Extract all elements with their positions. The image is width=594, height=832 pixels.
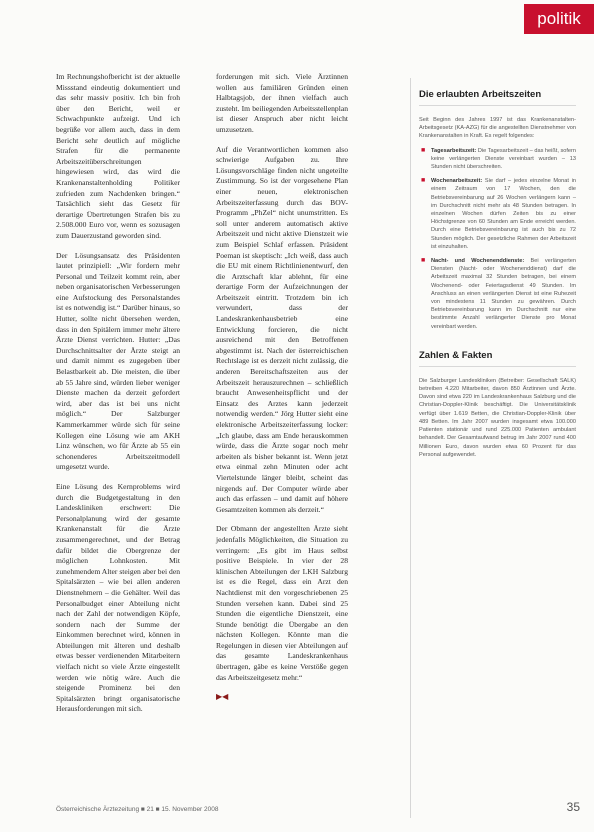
- page-number: 35: [566, 800, 580, 814]
- section-tag: politik: [524, 4, 594, 34]
- rules-list: [419, 147, 576, 331]
- bullet-icon: ■: [421, 257, 426, 265]
- item-label: Tagesarbeitszeit:: [431, 147, 477, 154]
- bullet-icon: ■: [421, 146, 426, 154]
- article-column-2: [216, 72, 348, 703]
- item-label: Wochenarbeitszeit:: [431, 178, 483, 185]
- list-item: [419, 257, 576, 331]
- item-text: Sie darf – jedes einzelne Monat in einem Zeitraum von 17 Wochen, den die Betriebsvereinbarung auf 26 Wochen verlängern kann – im Durchschnitt nicht mehr als 48 Stunden betragen. In einzelnen Wochen dürfen Zeiten bis zu einer Höchstgrenze von 60 Stunden am Ende erreicht werden. Durch eine Betriebsvereinbarung ist auch bis zu 72 Stunden möglich. Der gesetzliche Rahmen der Arbeitszeit ist einzuhalten.: [431, 178, 576, 250]
- paragraph: forderungen mit sich. Viele Ärztinnen wollen aus familiären Gründen einen Halbtagsjob, der ihnen vielfach auch zusteht. Im beiliegenden Arbeitsstellenplan ist dieser Anspruch aber nicht leicht umzusetzen.: [216, 72, 348, 134]
- paragraph: Eine Lösung des Kernproblems wird durch die Budgetgestaltung in den Landeskliniken erschwert: Die Personalplanung wird der gesamte Krankenanstalt für die Ärzte zusammengerechnet, und der Betrag dafür bildet die Obergrenze der möglichen Lohnkosten. Mit zunehmendem Alter steigen aber bei den Spitalsärzten – wie bei allen anderen Dienstnehmern – die Gehälter. Weil das Personalbudget einer Abteilung nicht nach der Zahl der notwendigen Köpfe, sondern nach der Summe der Einkommen berechnet wird, können in Abteilungen mit älteren und deshalb etwas besser verdienenden Mitarbeitern vielfach nicht so viele Ärzte eingestellt werden wie nötig wäre. Auch die steigende Prominenz bei den Spitalsärzten bringt organisatorische Herausforderungen mit sich.: [56, 481, 180, 714]
- article-column-1: [56, 72, 180, 724]
- sidebar-intro: Seit Beginn des Jahres 1997 ist das Krankenanstalten-Arbeitsgesetz (KA-AZG) für die angestellten Dienstnehmer von Krankenanstalten in Kraft. Es regelt folgendes:: [419, 117, 576, 140]
- item-text: Die Tagesarbeitszeit – das heißt, sofern keine verlängerten Dienste vereinbart wurden – 13 Stunden nicht überschreiten.: [431, 147, 577, 171]
- facts-text: Die Salzburger Landeskliniken (Betreiber: Gesellschaft SALK) betreiben 4.220 Mitarbeiter, davon 850 Ärztinnen und Ärzte. Davon sind etwa 220 im Landeskrankenhaus Salzburg und die Christian-Doppler-Klinik beschäftigt. Die Universitätsklinik verfügt über 1.619 Betten, die Christian-Doppler-Klinik über 489 Betten. Im Jahr 2007 wurden insgesamt etwa 100.000 Patienten stationär und rund 225.000 Patienten ambulant behandelt. Der Gesamtaufwand betrug im Jahr 2007 rund 400 Millionen Euro, davon wurden etwa 60 Prozent für das Personal aufgewendet.: [419, 377, 576, 458]
- paragraph: Im Rechnungshofbericht ist der aktuelle Missstand eindeutig dokumentiert und das sehr massiv positiv. Ich bin froh über den Bericht, weil er Schwachpunkte aufzeigt. Und ich begrüße vor allem auch, dass in dem Bericht sehr deutlich auf mögliche Strafen für die permanente Arbeitszeitüberschreitungen hingewiesen wird, das wird die Krankenanstaltenholding Politiker zufrieden zum Nachdenken bringen.“ Tatsächlich sieht das Gesetz für derartige Übertretungen Strafen bis zu 2.508.000 Euro vor, wenn es sozusagen zum Dauerzustand geworden sind.: [56, 72, 180, 240]
- list-item: [419, 177, 576, 251]
- end-of-article-mark: ▶◀: [216, 692, 229, 702]
- bullet-icon: ■: [421, 177, 426, 185]
- list-item: [419, 147, 576, 172]
- sidebar-box: [419, 88, 576, 459]
- column-divider: [410, 78, 411, 818]
- footer-text: Österreichische Ärztezeitung ■ 21 ■ 15. November 2008: [56, 806, 219, 813]
- item-label: Nacht- und Wochenenddienste:: [431, 258, 525, 265]
- paragraph: Der Lösungsansatz des Präsidenten lautet prinzipiell: „Wir fordern mehr Personal und Teilzeit kommt rein, aber neben organisatorischen Verbesserungen eine Aufstockung des Personalstandes ist es notwendig ist.“ Darüber hinaus, so Hutter, sollte nicht übersehen werden, dass in den Spitälern immer mehr ältere Ärzte Dienst verrichten. Hutter: „Das Durchschnittsalter der Ärzte steigt an und damit nimmt es zugegeben über Belastbarkeit ab. Die meisten, die über ab 55 Jahre sind, würden lieber weniger Dienste machen da derzeit gefordert wird, aber das ist bei uns nicht möglich.“ Der Salzburger Kammerkammer würde sich für seine Kollegen eine Lösung wie am AKH Linz wünschen, wo für Ärzte ab 55 ein schonenderes Arbeitszeitmodell umgesetzt wurde.: [56, 250, 180, 472]
- sidebar-title: Die erlaubten Arbeitszeiten: [419, 88, 576, 106]
- paragraph: Auf die Verantwortlichen kommen also schwierige Aufgaben zu. Ihre Lösungsvorschläge finden nicht ungeteilte Zustimmung. So ist der vorgesehene Plan einer neuen, elektronischen Arbeitszeiterfassung durch das BOV-Programm „PhZel“ nicht unumstritten. Es soll unter anderem automatisch aktive Arbeitszeit und nicht aktive Dienstzeit wie zum Beispiel Schlaf erfassen. Präsident Poeman ist skeptisch: „Ich weiß, dass auch die EU mit einem Richtlinienentwurf, den die Arztschaft klar ablehnt, für eine derartige Form der Aufzeichnungen der Arbeitszeit eintritt. Trotzdem bin ich verwundert, dass der Landeskrankenhausbetrieb eine Entwicklung forcieren, die nicht ausreichend mit den Betroffenen abgestimmt ist. Nach der österreichischen Rechtslage ist es derzeit nicht zulässig, die anderen Bereitschaftszeiten aus der Arbeitszeit herauszurechnen – schließlich braucht Anwesenheitspflicht und der Einsatz des Arztes kann jederzeit notwendig werden.“ Jörg Hutter sieht eine elektronische Arbeitszeiterfassung locker: „Ich glaube, dass am Ende herauskommen würde, dass die Ärzte sogar noch mehr arbeiten als bisher bekannt ist. Wenn jetzt etwa einmal zehn Minuten oder acht Viertelstunde länger bleibt, scheint das nirgends auf. Der Computer würde aber auch das erfassen – und damit auf höhere Gesamtzeiten kommen als derzeit.“: [216, 144, 348, 514]
- item-text: Bei verlängerten Diensten (Nacht- oder Wochenenddienst) darf die Arbeitszeit maximal 32 Stunden betragen, bei einem Wochenend- oder Feiertagsdienst 49 Stunden. Im Anschluss an einen verlängerten Dienst ist eine Ruhezeit von mindestens 11 Stunden zu gewähren. Durch Betriebsvereinbarung kann im Durchschnitt nur eine bestimmte Anzahl verlängerter Dienste pro Monat vereinbart werden.: [431, 258, 576, 330]
- facts-title: Zahlen & Fakten: [419, 349, 576, 367]
- paragraph: Der Obmann der angestellten Ärzte sieht jedenfalls Möglichkeiten, die Situation zu verringern: „Es gibt im Haus selbst positive Beispiele. In vier der 28 klinischen Abteilungen der LKH Salzburg ist es die Regel, dass ein Arzt den Nachtdienst mit den vorgeschriebenen 25 Stunden versehen kann. Dabei sind 25 Stunden die eigentliche Dienstzeit, eine Stunde benötigt die Übergabe an den nächsten Kollegen. Könnte man die Regelungen in diesen vier Abteilungen auf das gesamte Landeskrankenhaus übertragen, gäbe es keine Verstöße gegen das Arbeitszeitgesetz mehr.“: [216, 524, 348, 682]
